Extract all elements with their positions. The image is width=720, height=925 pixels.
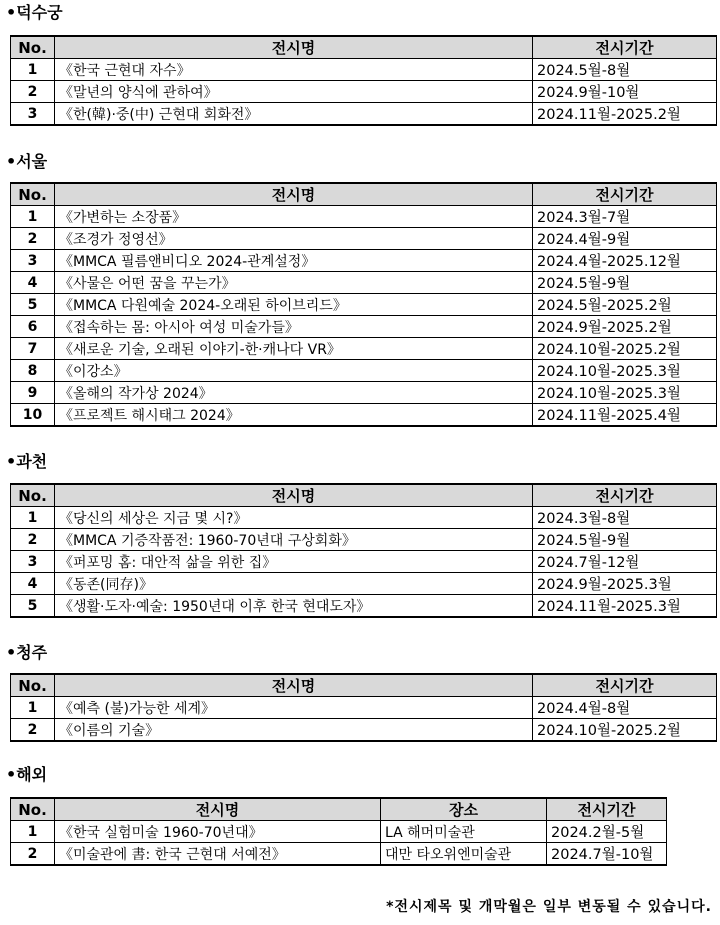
row-no: 4 xyxy=(11,272,55,294)
row-name: 《새로운 기술, 오래된 이야기-한·캐나다 VR》 xyxy=(55,338,533,360)
header-period: 전시기간 xyxy=(533,484,717,507)
row-name: 《한(韓)·중(中) 근현대 회화전》 xyxy=(55,103,533,126)
row-period: 2024.10월-2025.2월 xyxy=(533,338,717,360)
header-name: 전시명 xyxy=(55,484,533,507)
row-name: 《MMCA 필름앤비디오 2024-관계설정》 xyxy=(55,250,533,272)
table-row xyxy=(11,338,717,360)
row-no: 1 xyxy=(11,821,55,843)
row-period: 2024.10월-2025.3월 xyxy=(533,382,717,404)
header-no: No. xyxy=(11,183,55,206)
table-row xyxy=(11,404,717,427)
table-row xyxy=(11,250,717,272)
header-no: No. xyxy=(11,484,55,507)
header-name: 전시명 xyxy=(55,36,533,59)
section-title: •과천 xyxy=(6,452,48,471)
row-no: 6 xyxy=(11,316,55,338)
row-name: 《동존(同存)》 xyxy=(55,573,533,595)
header-name: 전시명 xyxy=(55,674,533,697)
row-period: 2024.11월-2025.3월 xyxy=(533,595,717,618)
row-name: 《올해의 작가상 2024》 xyxy=(55,382,533,404)
row-name: 《조경가 정영선》 xyxy=(55,228,533,250)
row-name: 《한국 근현대 자수》 xyxy=(55,59,533,81)
row-name: 《생활·도자·예술: 1950년대 이후 한국 현대도자》 xyxy=(55,595,533,618)
table-row xyxy=(11,573,717,595)
row-period: 2024.10월-2025.3월 xyxy=(533,360,717,382)
header-venue: 장소 xyxy=(381,798,547,821)
table-row xyxy=(11,529,717,551)
row-name: 《MMCA 다원예술 2024-오래된 하이브리드》 xyxy=(55,294,533,316)
row-no: 2 xyxy=(11,81,55,103)
row-period: 2024.9월-10월 xyxy=(533,81,717,103)
row-period: 2024.5월-8월 xyxy=(533,59,717,81)
row-period: 2024.2월-5월 xyxy=(547,821,667,843)
header-name: 전시명 xyxy=(55,798,381,821)
table-row xyxy=(11,81,717,103)
table-row xyxy=(11,206,717,228)
table-row xyxy=(11,316,717,338)
table-row xyxy=(11,272,717,294)
section-title: •덕수궁 xyxy=(6,3,63,22)
table-row xyxy=(11,360,717,382)
row-period: 2024.5월-9월 xyxy=(533,272,717,294)
table-row xyxy=(11,228,717,250)
table-header-row xyxy=(11,674,717,697)
row-no: 5 xyxy=(11,595,55,618)
row-name: 《프로젝트 해시태그 2024》 xyxy=(55,404,533,427)
row-name: 《한국 실험미술 1960-70년대》 xyxy=(55,821,381,843)
table-row xyxy=(11,595,717,618)
table-row xyxy=(11,843,667,866)
row-name: 《이강소》 xyxy=(55,360,533,382)
section-title: •서울 xyxy=(6,152,48,171)
row-period: 2024.4월-9월 xyxy=(533,228,717,250)
row-period: 2024.11월-2025.4월 xyxy=(533,404,717,427)
row-venue: 대만 타오위엔미술관 xyxy=(381,843,547,866)
row-period: 2024.7월-10월 xyxy=(547,843,667,866)
row-period: 2024.7월-12월 xyxy=(533,551,717,573)
header-no: No. xyxy=(11,674,55,697)
footnote: *전시제목 및 개막월은 일부 변동될 수 있습니다. xyxy=(386,899,712,915)
table-row xyxy=(11,507,717,529)
row-no: 5 xyxy=(11,294,55,316)
table-row xyxy=(11,551,717,573)
row-period: 2024.4월-8월 xyxy=(533,697,717,719)
table-header-row xyxy=(11,798,667,821)
row-no: 8 xyxy=(11,360,55,382)
section-title: •해외 xyxy=(6,765,48,784)
row-period: 2024.3월-8월 xyxy=(533,507,717,529)
row-name: 《사물은 어떤 꿈을 꾸는가》 xyxy=(55,272,533,294)
overseas-table xyxy=(10,797,667,866)
row-period: 2024.9월-2025.2월 xyxy=(533,316,717,338)
row-name: 《당신의 세상은 지금 몇 시?》 xyxy=(55,507,533,529)
header-period: 전시기간 xyxy=(533,674,717,697)
table-header-row xyxy=(11,36,717,59)
row-period: 2024.5월-2025.2월 xyxy=(533,294,717,316)
row-name: 《접속하는 몸: 아시아 여성 미술가들》 xyxy=(55,316,533,338)
row-no: 1 xyxy=(11,59,55,81)
row-period: 2024.10월-2025.2월 xyxy=(533,719,717,742)
row-name: 《MMCA 기증작품전: 1960-70년대 구상회화》 xyxy=(55,529,533,551)
header-name: 전시명 xyxy=(55,183,533,206)
row-no: 9 xyxy=(11,382,55,404)
row-no: 1 xyxy=(11,206,55,228)
row-name: 《미술관에 書: 한국 근현대 서예전》 xyxy=(55,843,381,866)
header-period: 전시기간 xyxy=(533,36,717,59)
table-header-row xyxy=(11,183,717,206)
row-no: 4 xyxy=(11,573,55,595)
row-no: 10 xyxy=(11,404,55,427)
row-name: 《말년의 양식에 관하여》 xyxy=(55,81,533,103)
table-row xyxy=(11,697,717,719)
table-row xyxy=(11,382,717,404)
row-no: 2 xyxy=(11,719,55,742)
row-no: 7 xyxy=(11,338,55,360)
table-row xyxy=(11,719,717,742)
row-no: 3 xyxy=(11,103,55,126)
row-no: 1 xyxy=(11,507,55,529)
header-no: No. xyxy=(11,36,55,59)
table-row xyxy=(11,294,717,316)
section-title: •청주 xyxy=(6,643,48,662)
row-venue: LA 해머미술관 xyxy=(381,821,547,843)
exhibition-table xyxy=(10,182,717,427)
header-no: No. xyxy=(11,798,55,821)
row-no: 2 xyxy=(11,529,55,551)
row-name: 《이름의 기술》 xyxy=(55,719,533,742)
row-period: 2024.4월-2025.12월 xyxy=(533,250,717,272)
table-row xyxy=(11,103,717,126)
table-row xyxy=(11,821,667,843)
row-period: 2024.5월-9월 xyxy=(533,529,717,551)
row-name: 《예측 (불)가능한 세계》 xyxy=(55,697,533,719)
exhibition-table xyxy=(10,673,717,742)
row-no: 2 xyxy=(11,228,55,250)
row-period: 2024.9월-2025.3월 xyxy=(533,573,717,595)
header-period: 전시기간 xyxy=(533,183,717,206)
table-header-row xyxy=(11,484,717,507)
row-no: 3 xyxy=(11,250,55,272)
header-period: 전시기간 xyxy=(547,798,667,821)
row-period: 2024.3월-7월 xyxy=(533,206,717,228)
row-name: 《가변하는 소장품》 xyxy=(55,206,533,228)
table-row xyxy=(11,59,717,81)
exhibition-table xyxy=(10,35,717,126)
row-no: 3 xyxy=(11,551,55,573)
row-period: 2024.11월-2025.2월 xyxy=(533,103,717,126)
row-name: 《퍼포밍 홈: 대안적 삶을 위한 집》 xyxy=(55,551,533,573)
row-no: 2 xyxy=(11,843,55,866)
row-no: 1 xyxy=(11,697,55,719)
exhibition-table xyxy=(10,483,717,618)
